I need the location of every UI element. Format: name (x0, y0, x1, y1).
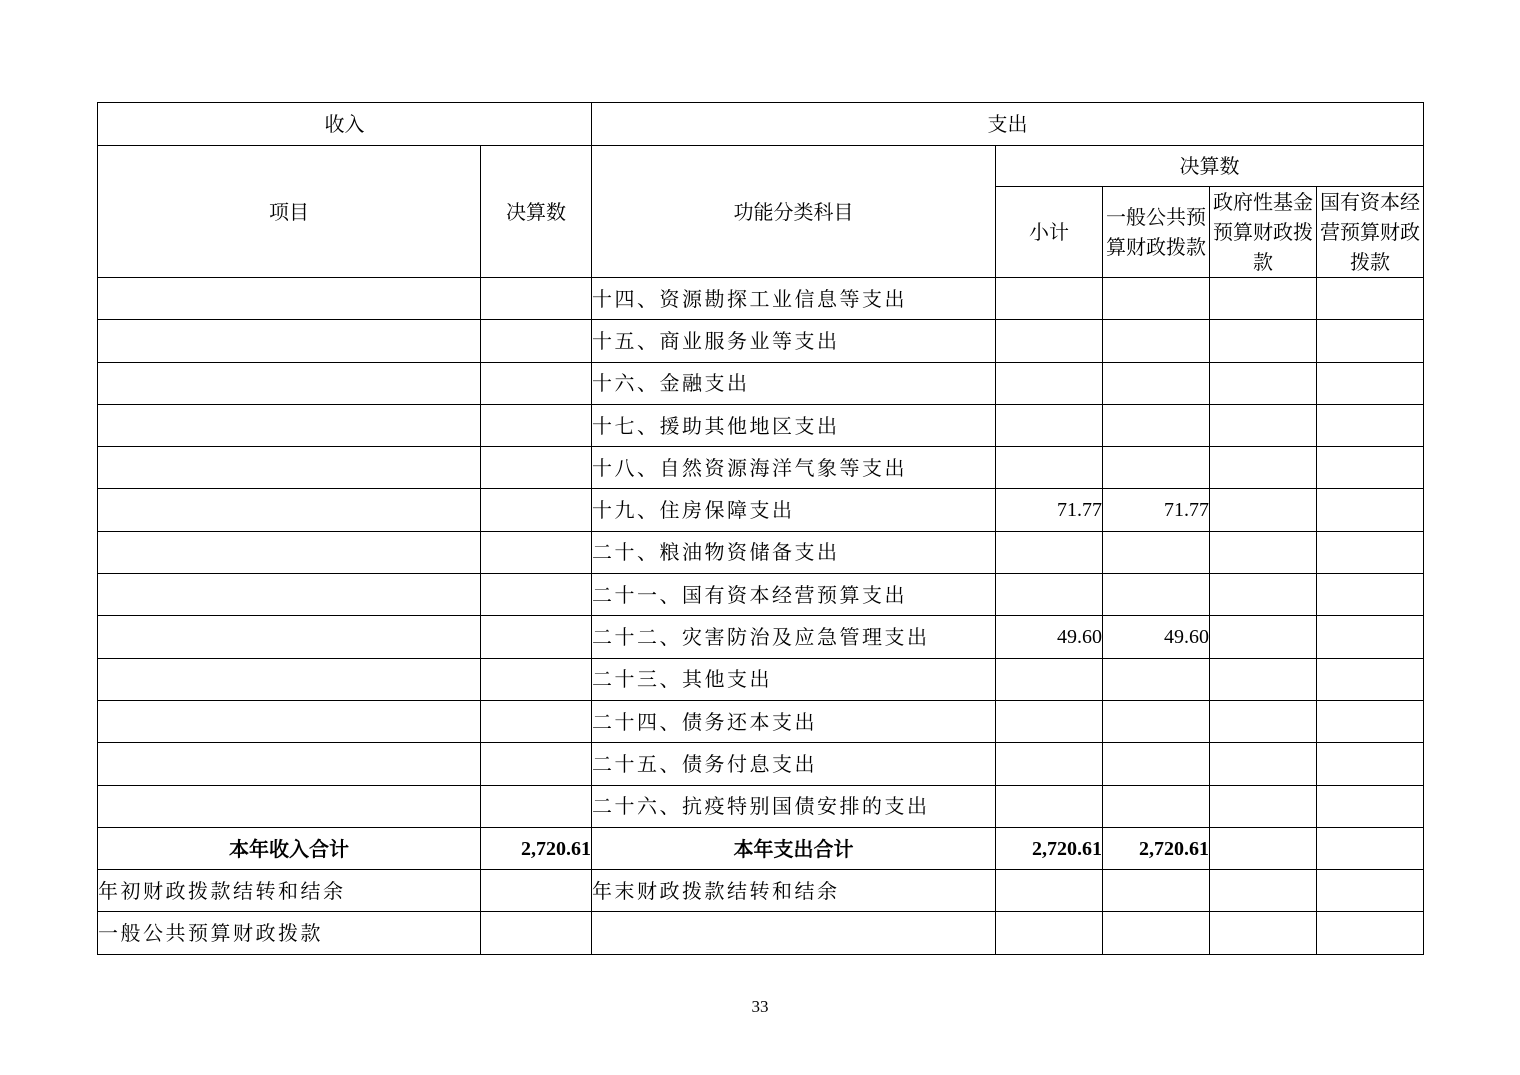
income-amount-cell (481, 447, 592, 489)
income-amount-cell (481, 574, 592, 616)
general-budget-cell (1103, 574, 1210, 616)
func-category-cell: 十九、住房保障支出 (592, 489, 996, 531)
table-row (98, 278, 1424, 320)
income-item-cell (98, 278, 481, 320)
state-capital-cell (1317, 362, 1424, 404)
income-item-cell (98, 743, 481, 785)
func-category-cell: 十八、自然资源海洋气象等支出 (592, 447, 996, 489)
carry-income-label: 年初财政拨款结转和结余 (98, 870, 481, 912)
income-amount-cell (481, 658, 592, 700)
func-category-cell: 十七、援助其他地区支出 (592, 404, 996, 446)
table-row (98, 447, 1424, 489)
subtotal-cell (996, 320, 1103, 362)
table-row (98, 785, 1424, 827)
general-budget-header: 一般公共预算财政拨款 (1103, 187, 1210, 278)
table-row (98, 616, 1424, 658)
income-item-cell (98, 658, 481, 700)
income-amount-cell (481, 531, 592, 573)
gov-fund-cell (1210, 489, 1317, 531)
income-amount-cell (481, 785, 592, 827)
func-category-cell: 十四、资源勘探工业信息等支出 (592, 278, 996, 320)
expense-header: 支出 (592, 103, 1424, 146)
gov-fund-cell (1210, 278, 1317, 320)
general-budget-cell: 71.77 (1103, 489, 1210, 531)
state-capital-cell (1317, 743, 1424, 785)
income-item-cell (98, 447, 481, 489)
header-row-1 (98, 103, 1424, 146)
general-budget-cell (1103, 700, 1210, 742)
final-amount-header: 决算数 (996, 146, 1424, 187)
gov-fund-cell (1210, 447, 1317, 489)
carry-sub-general-cell (1103, 912, 1210, 954)
gov-fund-cell (1210, 320, 1317, 362)
func-category-cell: 十五、商业服务业等支出 (592, 320, 996, 362)
income-total-amount: 2,720.61 (481, 827, 592, 869)
expense-total-subtotal: 2,720.61 (996, 827, 1103, 869)
state-capital-cell (1317, 320, 1424, 362)
carry-sub-fund-cell (1210, 912, 1317, 954)
item-header: 项目 (98, 146, 481, 278)
income-amount-cell (481, 362, 592, 404)
func-category-header: 功能分类科目 (592, 146, 996, 278)
subtotal-header: 小计 (996, 187, 1103, 278)
state-capital-cell (1317, 531, 1424, 573)
income-item-cell (98, 700, 481, 742)
carry-expense-label: 年末财政拨款结转和结余 (592, 870, 996, 912)
expense-total-label: 本年支出合计 (592, 827, 996, 869)
income-amount-cell (481, 489, 592, 531)
income-amount-header: 决算数 (481, 146, 592, 278)
subtotal-cell (996, 785, 1103, 827)
general-budget-cell (1103, 531, 1210, 573)
state-capital-cell (1317, 785, 1424, 827)
gov-fund-cell (1210, 574, 1317, 616)
general-budget-cell (1103, 785, 1210, 827)
carry-capital-cell (1317, 870, 1424, 912)
general-budget-cell (1103, 320, 1210, 362)
table-row (98, 827, 1424, 869)
income-amount-cell (481, 320, 592, 362)
subtotal-cell: 49.60 (996, 616, 1103, 658)
income-item-cell (98, 785, 481, 827)
table-row (98, 404, 1424, 446)
general-budget-cell (1103, 743, 1210, 785)
state-capital-cell (1317, 574, 1424, 616)
carry-subtotal-cell (996, 870, 1103, 912)
func-category-cell: 二十、粮油物资储备支出 (592, 531, 996, 573)
state-capital-cell (1317, 616, 1424, 658)
table-row (98, 362, 1424, 404)
state-capital-cell (1317, 700, 1424, 742)
gov-fund-cell (1210, 700, 1317, 742)
subtotal-cell (996, 574, 1103, 616)
state-capital-cell (1317, 404, 1424, 446)
table-row (98, 658, 1424, 700)
func-category-cell: 二十二、灾害防治及应急管理支出 (592, 616, 996, 658)
income-item-cell (98, 489, 481, 531)
gov-fund-header: 政府性基金预算财政拨款 (1210, 187, 1317, 278)
subtotal-cell (996, 658, 1103, 700)
carry-income-sub-amount (481, 912, 592, 954)
general-budget-cell (1103, 404, 1210, 446)
table-row (98, 870, 1424, 912)
carry-fund-cell (1210, 870, 1317, 912)
func-category-cell: 二十一、国有资本经营预算支出 (592, 574, 996, 616)
income-item-cell (98, 362, 481, 404)
general-budget-cell (1103, 447, 1210, 489)
expense-total-general: 2,720.61 (1103, 827, 1210, 869)
income-amount-cell (481, 700, 592, 742)
carry-sub-subtotal-cell (996, 912, 1103, 954)
income-item-cell (98, 404, 481, 446)
state-capital-cell (1317, 489, 1424, 531)
income-amount-cell (481, 278, 592, 320)
carry-expense-sub-label (592, 912, 996, 954)
table-row (98, 531, 1424, 573)
subtotal-cell (996, 278, 1103, 320)
gov-fund-cell (1210, 531, 1317, 573)
income-amount-cell (481, 404, 592, 446)
income-item-cell (98, 574, 481, 616)
subtotal-cell: 71.77 (996, 489, 1103, 531)
func-category-cell: 二十六、抗疫特别国债安排的支出 (592, 785, 996, 827)
subtotal-cell (996, 362, 1103, 404)
table-row (98, 574, 1424, 616)
table-row (98, 912, 1424, 954)
gov-fund-cell (1210, 616, 1317, 658)
expense-total-capital (1317, 827, 1424, 869)
subtotal-cell (996, 447, 1103, 489)
subtotal-cell (996, 743, 1103, 785)
state-capital-cell (1317, 658, 1424, 700)
gov-fund-cell (1210, 658, 1317, 700)
table-row (98, 743, 1424, 785)
income-item-cell (98, 320, 481, 362)
subtotal-cell (996, 700, 1103, 742)
header-row-2 (98, 146, 1424, 187)
func-category-cell: 十六、金融支出 (592, 362, 996, 404)
table-row (98, 700, 1424, 742)
state-capital-cell (1317, 278, 1424, 320)
gov-fund-cell (1210, 743, 1317, 785)
table-row (98, 489, 1424, 531)
state-capital-cell (1317, 447, 1424, 489)
func-category-cell: 二十三、其他支出 (592, 658, 996, 700)
gov-fund-cell (1210, 404, 1317, 446)
income-amount-cell (481, 743, 592, 785)
budget-table (97, 102, 1424, 955)
general-budget-cell: 49.60 (1103, 616, 1210, 658)
subtotal-cell (996, 531, 1103, 573)
general-budget-cell (1103, 362, 1210, 404)
income-amount-cell (481, 616, 592, 658)
carry-sub-capital-cell (1317, 912, 1424, 954)
carry-general-cell (1103, 870, 1210, 912)
gov-fund-cell (1210, 785, 1317, 827)
func-category-cell: 二十四、债务还本支出 (592, 700, 996, 742)
general-budget-cell (1103, 278, 1210, 320)
income-total-label: 本年收入合计 (98, 827, 481, 869)
income-header: 收入 (98, 103, 592, 146)
table-row (98, 320, 1424, 362)
func-category-cell: 二十五、债务付息支出 (592, 743, 996, 785)
expense-total-fund (1210, 827, 1317, 869)
income-item-cell (98, 531, 481, 573)
general-budget-cell (1103, 658, 1210, 700)
gov-fund-cell (1210, 362, 1317, 404)
page-number: 33 (751, 997, 769, 1016)
carry-income-sub-label: 一般公共预算财政拨款 (98, 912, 481, 954)
subtotal-cell (996, 404, 1103, 446)
carry-income-amount (481, 870, 592, 912)
state-capital-header: 国有资本经营预算财政拨款 (1317, 187, 1424, 278)
income-item-cell (98, 616, 481, 658)
